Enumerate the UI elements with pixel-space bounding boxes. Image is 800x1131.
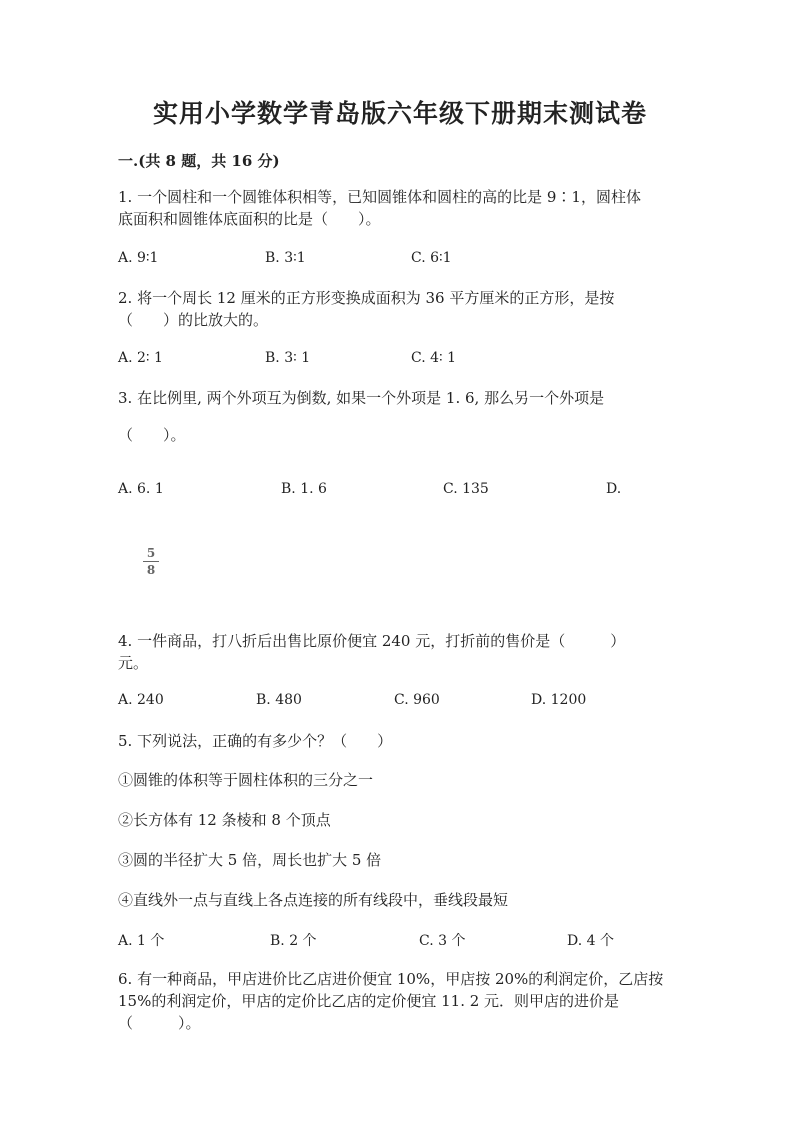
fraction-five-eighths: [143, 546, 159, 577]
question-5-statement-3: ③圆的半径扩大 5 倍，周长也扩大 5 倍: [118, 851, 382, 869]
question-4-option-d: D. 1200: [531, 692, 587, 708]
question-6-line-3: （ ）。: [118, 1014, 201, 1032]
question-2-line-2: （ ）的比放大的。: [118, 311, 269, 329]
question-3-option-c: C. 135: [443, 481, 489, 497]
question-2-option-c: C. 4∶ 1: [411, 350, 457, 366]
section-heading: 一.(共 8 题，共 16 分): [118, 152, 280, 170]
question-1-option-b: B. 3∶1: [265, 250, 306, 266]
question-6-line-1: 6. 有一种商品，甲店进价比乙店进价便宜 10%，甲店按 20%的利润定价，乙店按: [118, 970, 664, 988]
question-1-option-c: C. 6∶1: [411, 250, 452, 266]
question-1-line-2: 底面积和圆锥体底面积的比是（ ）。: [118, 210, 381, 228]
question-3-option-a: A. 6. 1: [118, 481, 164, 497]
question-4-line-2: 元。: [118, 654, 149, 672]
question-5-option-d: D. 4 个: [567, 933, 614, 949]
question-2-option-a: A. 2∶ 1: [118, 350, 163, 366]
question-5-option-a: A. 1 个: [118, 933, 165, 949]
question-5-option-c: C. 3 个: [419, 933, 466, 949]
question-5-option-b: B. 2 个: [270, 933, 317, 949]
question-6-line-2: 15%的利润定价，甲店的定价比乙店的定价便宜 11. 2 元．则甲店的进价是: [118, 992, 620, 1010]
question-4-option-c: C. 960: [394, 692, 440, 708]
question-2-line-1: 2. 将一个周长 12 厘米的正方形变换成面积为 36 平方厘米的正方形，是按: [118, 289, 615, 307]
question-5-line-1: 5. 下列说法，正确的有多少个？（ ）: [118, 732, 393, 750]
question-4-option-a: A. 240: [118, 692, 164, 708]
question-5-statement-1: ①圆锥的体积等于圆柱体积的三分之一: [118, 771, 374, 789]
question-1-line-1: 1. 一个圆柱和一个圆锥体积相等，已知圆锥体和圆柱的高的比是 9∶1，圆柱体: [118, 188, 641, 206]
question-5-statement-4: ④直线外一点与直线上各点连接的所有线段中，垂线段最短: [118, 891, 509, 909]
question-1-option-a: A. 9∶1: [118, 250, 159, 266]
question-4-line-1: 4. 一件商品，打八折后出售比原价便宜 240 元，打折前的售价是（ ）: [118, 632, 626, 650]
question-2-option-b: B. 3∶ 1: [265, 350, 311, 366]
question-4-option-b: B. 480: [256, 692, 302, 708]
question-3-option-d: D.: [606, 481, 622, 497]
question-5-statement-2: ②长方体有 12 条棱和 8 个顶点: [118, 811, 331, 829]
question-3-option-b: B. 1. 6: [281, 481, 327, 497]
page-title: 实用小学数学青岛版六年级下册期末测试卷: [152, 99, 647, 128]
fraction-bar: [143, 561, 159, 562]
fraction-denominator: 8: [146, 563, 156, 577]
question-3-line-2: （ ）。: [118, 426, 186, 444]
question-3-line-1: 3. 在比例里, 两个外项互为倒数, 如果一个外项是 1. 6, 那么另一个外项是: [118, 389, 605, 407]
fraction-numerator: 5: [146, 546, 156, 560]
